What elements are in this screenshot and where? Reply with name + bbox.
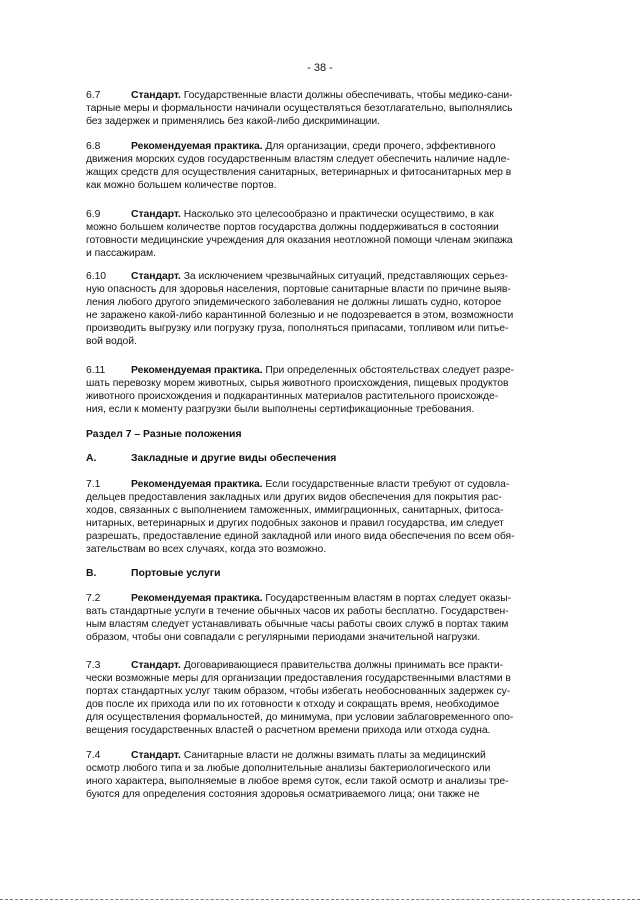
paragraph-line: без задержек и применялись без какой-либо дискриминации.	[86, 116, 380, 127]
paragraph-line: Государственные власти должны обеспечивать, чтобы медико-сани-	[183, 90, 513, 101]
subsection-heading-a	[86, 452, 336, 465]
section-heading: Раздел 7 – Разные положения	[86, 429, 242, 440]
paragraph-line: осмотр любого типа и за любые дополнительные анализы бактериологического или	[86, 763, 491, 774]
paragraph-number: 7.2	[86, 593, 101, 604]
paragraph-line: и пассажирам.	[86, 248, 156, 259]
paragraph-line: вать стандартные услуги в течение обычных часов их работы бесплатно. Государствен-	[86, 606, 509, 617]
page-number: - 38 -	[307, 62, 333, 74]
paragraph-type: Рекомендуемая практика.	[131, 141, 263, 152]
paragraph-line: вещения государственных властей о расчетном времени прихода или отхода судна.	[86, 725, 491, 736]
subsection-letter: A.	[86, 453, 97, 464]
paragraph-line: как можно большем количестве портов.	[86, 180, 277, 191]
paragraph-line: можно большем количестве портов государства должны поддерживаться в состоянии	[86, 222, 499, 233]
paragraph-line: Насколько это целесообразно и практически осуществимо, в как	[183, 209, 494, 220]
paragraph-number: 6.8	[86, 141, 101, 152]
paragraph-type: Рекомендуемая практика.	[131, 365, 263, 376]
paragraph-line: ления любого другого эпидемического заболевания не должны лишать судно, которое	[86, 297, 502, 308]
subsection-letter: B.	[86, 568, 97, 579]
paragraph-line: ным властям следует устанавливать обычные часы работы своих служб в портах таким	[86, 619, 509, 630]
paragraph-line: нитарных, ветеринарных и других подобных законов и правил государства, им следует	[86, 518, 504, 529]
subsection-title: Закладные и другие виды обеспечения	[131, 453, 337, 464]
paragraph-number: 6.9	[86, 209, 101, 220]
paragraph-line: дельцев предоставления закладных или других видов обеспечения для покрытия рас-	[86, 492, 502, 503]
paragraph-line: ходов, связанных с выполнением таможенных, иммиграционных, санитарных, фитоса-	[86, 505, 504, 516]
paragraph-line: Санитарные власти не должны взимать платы за медицинский	[183, 750, 486, 761]
paragraph-number: 6.11	[86, 365, 106, 376]
paragraph-line: зательствам во всех случаях, когда это возможно.	[86, 544, 327, 555]
paragraph-line: иного характера, выполняемые в любое время суток, если такой осмотр и анализы тре-	[86, 776, 509, 787]
paragraph-line: вой водой.	[86, 336, 137, 347]
paragraph-number: 6.10	[86, 271, 107, 282]
paragraph-line: образом, чтобы они совпадали с регулярными периодами значительной нагрузки.	[86, 632, 481, 643]
paragraph-type: Стандарт.	[131, 750, 181, 761]
paragraph-line: Если государственные власти требуют от судовла-	[265, 479, 510, 490]
paragraph-number: 7.3	[86, 660, 101, 671]
paragraph-line: портах стандартных услуг таким образом, чтобы избегать необоснованных задержек су-	[86, 686, 511, 697]
paragraph-line: не заражено какой-либо карантинной болезнью и не подозревается в этом, возможности	[86, 310, 514, 321]
paragraph-line: Государственным властям в портах следует оказы-	[265, 593, 512, 604]
paragraph-line: тарные меры и формальности начинали осуществляться безотлагательно, выполнялись	[86, 103, 513, 114]
paragraph-line: Договаривающиеся правительства должны принимать все практи-	[183, 660, 504, 671]
paragraph-number: 6.7	[86, 90, 101, 101]
paragraph-line: разрешать, предоставление единой закладной или иного вида обеспечения по всем обя-	[86, 531, 515, 542]
paragraph-line: буются для определения состояния здоровья осматриваемого лица; они также не	[86, 789, 480, 800]
paragraph-line: движения морских судов государственным властям следует обеспечить наличие надле-	[86, 154, 510, 165]
paragraph-number: 7.1	[86, 479, 101, 490]
paragraph-line: дов после их прихода или по их готовности к отходу и сокращать время, необходимое	[86, 699, 500, 710]
paragraph-type: Стандарт.	[131, 660, 181, 671]
paragraph-line: жащих средств для осуществления санитарных, ветеринарных и фитосанитарных мер в	[86, 167, 512, 178]
paragraph-line: производить выгрузку или погрузку груза, пополняться припасами, топливом или питье-	[86, 323, 509, 334]
paragraph-line: чески возможные меры для организации предоставления государственными властями в	[86, 673, 511, 684]
paragraph-line: За исключением чрезвычайных ситуаций, представляющих серьез-	[183, 271, 509, 282]
paragraph-line: животного происхождения и подкарантинных материалов растительного происхожде-	[86, 391, 499, 402]
subsection-heading-b	[86, 567, 221, 580]
paragraph-line: При определенных обстоятельствах следует разре-	[265, 365, 514, 376]
paragraph-type: Стандарт.	[131, 90, 181, 101]
paragraph-number: 7.4	[86, 750, 101, 761]
paragraph-line: ную опасность для здоровья населения, портовые санитарные власти по причине выяв-	[86, 284, 511, 295]
page-bottom-rule	[0, 899, 640, 900]
paragraph-type: Рекомендуемая практика.	[131, 479, 263, 490]
paragraph-line: готовности медицинские учреждения для оказания неотложной помощи членам экипажа	[86, 235, 513, 246]
paragraph-line: для осуществления формальностей, до минимума, при условии заблаговременного опо-	[86, 712, 514, 723]
paragraph-line: ния, если к моменту разгрузки были выполнены сертификационные требования.	[86, 404, 475, 415]
paragraph-line: шать перевозку морем животных, сырья животного происхождения, пищевых продуктов	[86, 378, 509, 389]
paragraph-type: Стандарт.	[131, 271, 181, 282]
subsection-title: Портовые услуги	[131, 568, 221, 579]
paragraph-line: Для организации, среди прочего, эффективного	[265, 141, 496, 152]
paragraph-type: Рекомендуемая практика.	[131, 593, 263, 604]
paragraph-type: Стандарт.	[131, 209, 181, 220]
